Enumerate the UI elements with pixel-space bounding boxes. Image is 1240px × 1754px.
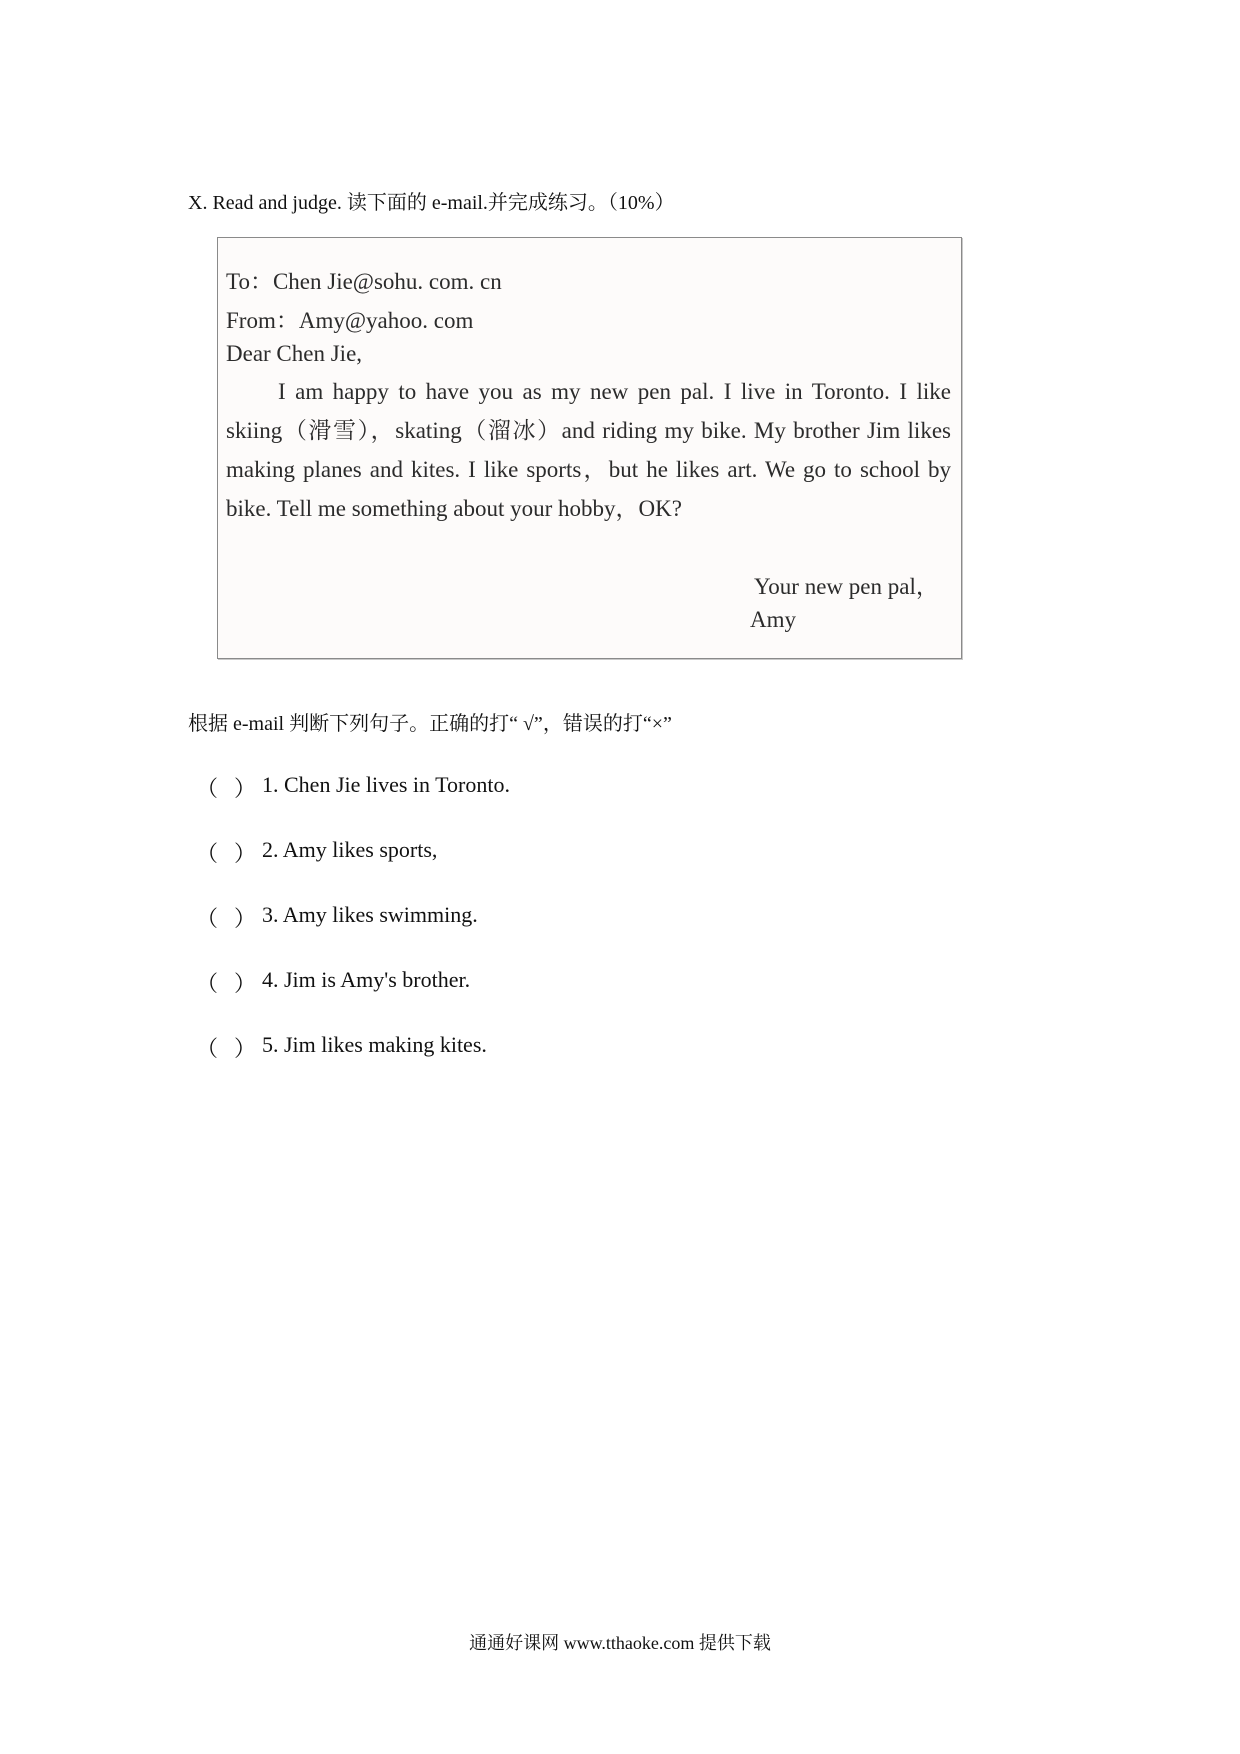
question-text: 5. Jim likes making kites. [262,1032,487,1057]
email-signature: Amy [750,607,796,632]
question-item [196,1032,510,1097]
question-text: 2. Amy likes sports, [262,837,438,862]
answer-slot[interactable] [196,902,262,930]
question-item [196,837,510,902]
instruction-text: 根据 e-mail 判断下列句子。正确的打“ √”，错误的打“×” [188,713,672,735]
paren-close: ） [233,971,256,996]
email-from: From：Amy@yahoo. com [226,308,474,333]
answer-slot[interactable] [196,772,262,800]
paren-open: （ [196,841,219,866]
paren-open: （ [196,971,219,996]
question-item [196,772,510,837]
paren-open: （ [196,776,219,801]
paren-close: ） [233,1036,256,1061]
email-greeting: Dear Chen Jie, [226,341,363,366]
answer-slot[interactable] [196,1032,262,1060]
question-text: 1. Chen Jie lives in Toronto. [262,772,510,797]
answer-slot[interactable] [196,967,262,995]
paren-close: ） [233,841,256,866]
email-closing: Your new pen pal， [754,574,939,599]
paren-close: ） [233,776,256,801]
paren-open: （ [196,906,219,931]
footer-text: 通通好课网 www.tthaoke.com 提供下载 [469,1633,771,1653]
section-title: X. Read and judge. 读下面的 e-mail.并完成练习。（10%） [188,192,675,214]
question-text: 3. Amy likes swimming. [262,902,478,927]
answer-slot[interactable] [196,837,262,865]
paren-open: （ [196,1036,219,1061]
question-item [196,902,510,967]
paren-close: ） [233,906,256,931]
question-text: 4. Jim is Amy's brother. [262,967,471,992]
email-body: I am happy to have you as my new pen pal. I live in Toronto. I like skiing（滑雪），skating（溜冰）and riding my bike. My brother Jim likes making planes and kites. I like sports，but he likes art. We go to school by bike. Tell me something about your hobby，OK? [226,379,951,521]
question-list [196,772,510,1097]
email-box [217,237,962,659]
question-item [196,967,510,1032]
email-to: To：Chen Jie@sohu. com. cn [226,269,502,294]
